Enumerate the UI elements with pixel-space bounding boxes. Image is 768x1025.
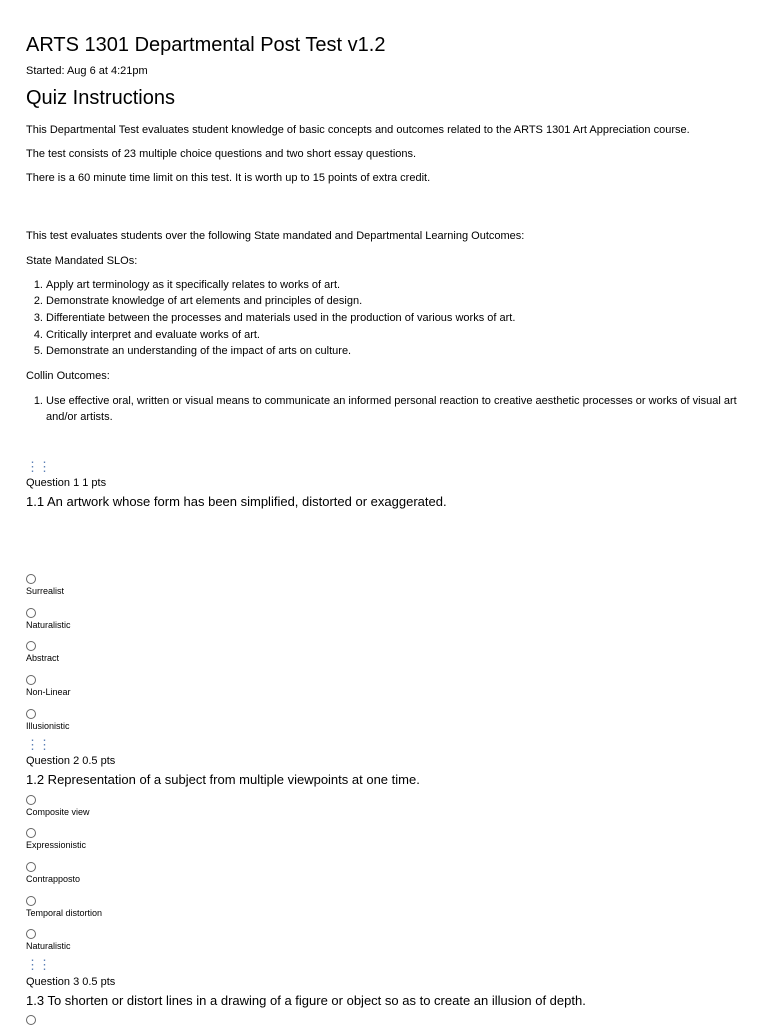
radio-button[interactable] xyxy=(26,641,36,651)
drag-handle-icon[interactable]: ⋮⋮ xyxy=(26,737,50,752)
radio-button[interactable] xyxy=(26,862,36,872)
page-title: ARTS 1301 Departmental Post Test v1.2 xyxy=(26,34,386,56)
question-header: Question 2 0.5 pts xyxy=(26,755,116,767)
answer-option: Abstract xyxy=(26,653,60,663)
radio-button[interactable] xyxy=(26,675,36,685)
collin-outcomes-label: Collin Outcomes: xyxy=(26,370,110,382)
radio-button[interactable] xyxy=(26,896,36,906)
radio-button[interactable] xyxy=(26,709,36,719)
radio-button[interactable] xyxy=(26,608,36,618)
list-text: Critically interpret and evaluate works of art. xyxy=(46,329,260,341)
list-number: 4. xyxy=(33,329,43,341)
list-text: Differentiate between the processes and materials used in the production of various works of art. xyxy=(46,312,516,324)
question-text: 1.1 An artwork whose form has been simplified, distorted or exaggerated. xyxy=(26,494,447,509)
drag-handle-icon[interactable]: ⋮⋮ xyxy=(26,957,50,972)
quiz-instructions-heading: Quiz Instructions xyxy=(26,87,175,109)
list-text: Demonstrate an understanding of the impact of arts on culture. xyxy=(46,345,352,357)
state-slos-label: State Mandated SLOs: xyxy=(26,255,138,267)
list-text: and/or artists. xyxy=(46,411,113,423)
list-text: Use effective oral, written or visual means to communicate an informed personal reaction to creative aesthetic processes or works of visual art xyxy=(46,395,737,407)
answer-option: Temporal distortion xyxy=(26,908,103,918)
list-number: 1. xyxy=(33,395,43,407)
answer-option: Naturalistic xyxy=(26,620,71,630)
answer-option: Non-Linear xyxy=(26,687,71,697)
list-number: 2. xyxy=(33,295,43,307)
list-number: 1. xyxy=(33,279,43,291)
started-timestamp: Started: Aug 6 at 4:21pm xyxy=(26,65,148,77)
instructions-paragraph: The test consists of 23 multiple choice questions and two short essay questions. xyxy=(26,148,417,160)
instructions-paragraph: There is a 60 minute time limit on this test. It is worth up to 15 points of extra credit. xyxy=(26,172,431,184)
radio-button[interactable] xyxy=(26,795,36,805)
question-text: 1.2 Representation of a subject from multiple viewpoints at one time. xyxy=(26,772,420,787)
answer-option: Composite view xyxy=(26,807,90,817)
list-text: Demonstrate knowledge of art elements and principles of design. xyxy=(46,295,363,307)
radio-button[interactable] xyxy=(26,929,36,939)
outcomes-intro: This test evaluates students over the following State mandated and Departmental Learning Outcomes: xyxy=(26,230,525,242)
question-header: Question 1 1 pts xyxy=(26,477,107,489)
instructions-paragraph: This Departmental Test evaluates student knowledge of basic concepts and outcomes related to the ARTS 1301 Art Appreciation course. xyxy=(26,124,690,136)
answer-option: Surrealist xyxy=(26,586,65,596)
question-header: Question 3 0.5 pts xyxy=(26,976,116,988)
radio-button[interactable] xyxy=(26,574,36,584)
answer-option: Contrapposto xyxy=(26,874,81,884)
drag-handle-icon[interactable]: ⋮⋮ xyxy=(26,459,50,474)
answer-option: Illusionistic xyxy=(26,721,70,731)
list-text: Apply art terminology as it specifically relates to works of art. xyxy=(46,279,341,291)
list-number: 5. xyxy=(33,345,43,357)
question-text: 1.3 To shorten or distort lines in a drawing of a figure or object so as to create an illusion of depth. xyxy=(26,993,586,1008)
list-number: 3. xyxy=(33,312,43,324)
radio-button[interactable] xyxy=(26,828,36,838)
answer-option: Naturalistic xyxy=(26,941,71,951)
answer-option: Expressionistic xyxy=(26,840,87,850)
